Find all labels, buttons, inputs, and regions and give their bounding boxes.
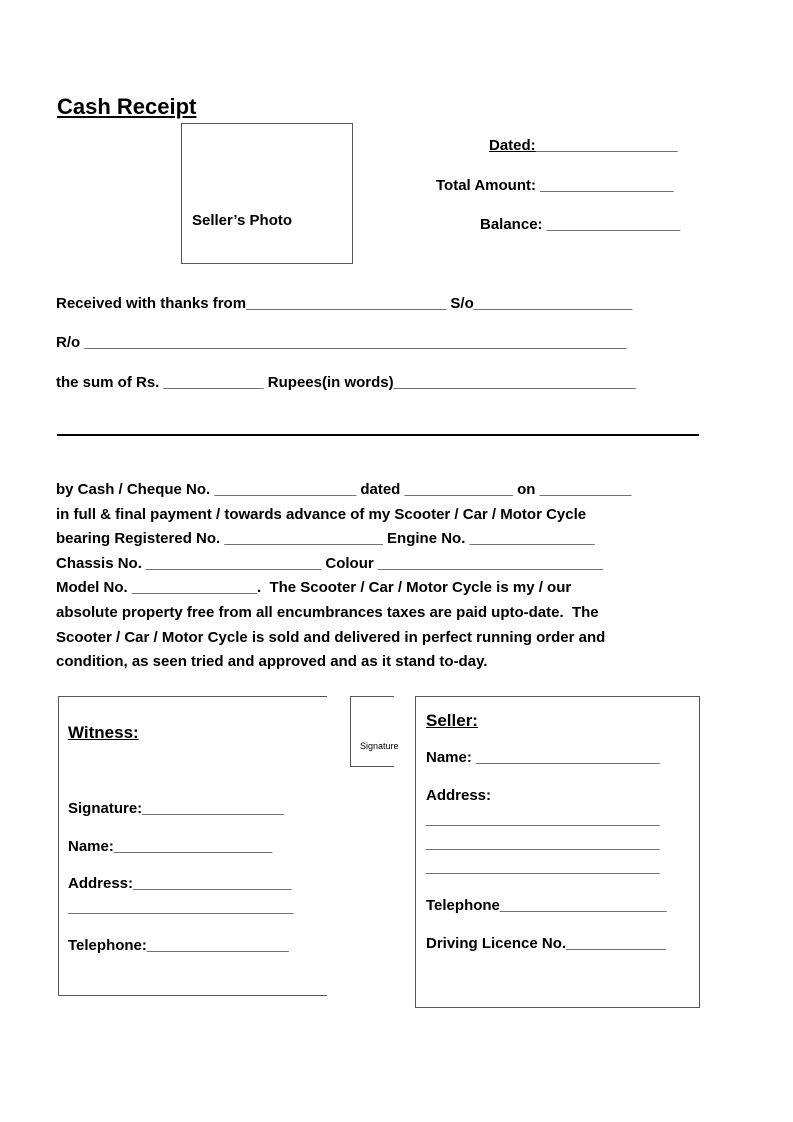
seller-licence-field[interactable]: Driving Licence No.____________ — [426, 935, 667, 952]
body-line: in full & final payment / towards advance of my Scooter / Car / Motor Cycle — [56, 505, 587, 523]
seller-photo-label: Seller’s Photo — [192, 212, 293, 229]
seller-address-line1[interactable]: ____________________________ — [426, 811, 660, 828]
body-line: bearing Registered No. ___________________ Engine No. _______________ — [56, 530, 595, 548]
witness-heading: Witness: — [68, 723, 139, 742]
body-line: by Cash / Cheque No. _________________ dated _____________ on ___________ — [56, 481, 632, 498]
seller-address-label: Address: — [426, 787, 492, 804]
witness-name-field[interactable]: Name:___________________ — [68, 838, 273, 855]
seller-address-line2[interactable]: ____________________________ — [426, 835, 660, 852]
dated-field[interactable] — [489, 137, 678, 154]
body-line: condition, as seen tried and approved and as it stand to-day. — [56, 653, 488, 671]
body-line: Chassis No. _____________________ Colour ___________________________ — [56, 554, 604, 572]
body-line: Scooter / Car / Motor Cycle is sold and delivered in perfect running order and — [56, 628, 606, 646]
amount-words-continuation-line[interactable] — [57, 434, 699, 436]
seller-photo-box — [181, 123, 353, 264]
residence-line[interactable]: R/o _________________________________________________________________ — [56, 334, 627, 351]
receipt-body-text — [56, 478, 756, 675]
dated-blank: _________________ — [535, 137, 678, 154]
seller-name-field[interactable]: Name: ______________________ — [426, 749, 660, 766]
total-amount-field[interactable]: Total Amount: ________________ — [436, 177, 674, 194]
witness-box — [58, 696, 327, 996]
seller-box — [415, 696, 700, 1008]
received-from-line[interactable]: Received with thanks from________________________ S/o___________________ — [56, 295, 633, 312]
body-line: Model No. _______________. The Scooter / Car / Motor Cycle is my / our — [56, 579, 572, 597]
witness-signature-field[interactable]: Signature:_________________ — [68, 800, 284, 817]
witness-telephone-field[interactable]: Telephone:_________________ — [68, 937, 289, 954]
signature-stub-label: Signature — [360, 741, 399, 751]
dated-label: Dated: — [489, 137, 536, 154]
signature-stub-box — [350, 696, 399, 767]
witness-address-line2[interactable]: ___________________________ — [68, 899, 294, 916]
seller-telephone-field[interactable]: Telephone____________________ — [426, 897, 667, 914]
document-title: Cash Receipt — [57, 94, 197, 119]
balance-field[interactable]: Balance: ________________ — [480, 216, 681, 233]
seller-address-line3[interactable]: ____________________________ — [426, 859, 660, 876]
witness-address-field[interactable]: Address:___________________ — [68, 875, 292, 892]
sum-line[interactable]: the sum of Rs. ____________ Rupees(in words)_____________________________ — [56, 374, 636, 391]
seller-heading: Seller: — [426, 711, 478, 730]
body-line: absolute property free from all encumbrances taxes are paid upto-date. The — [56, 603, 599, 621]
